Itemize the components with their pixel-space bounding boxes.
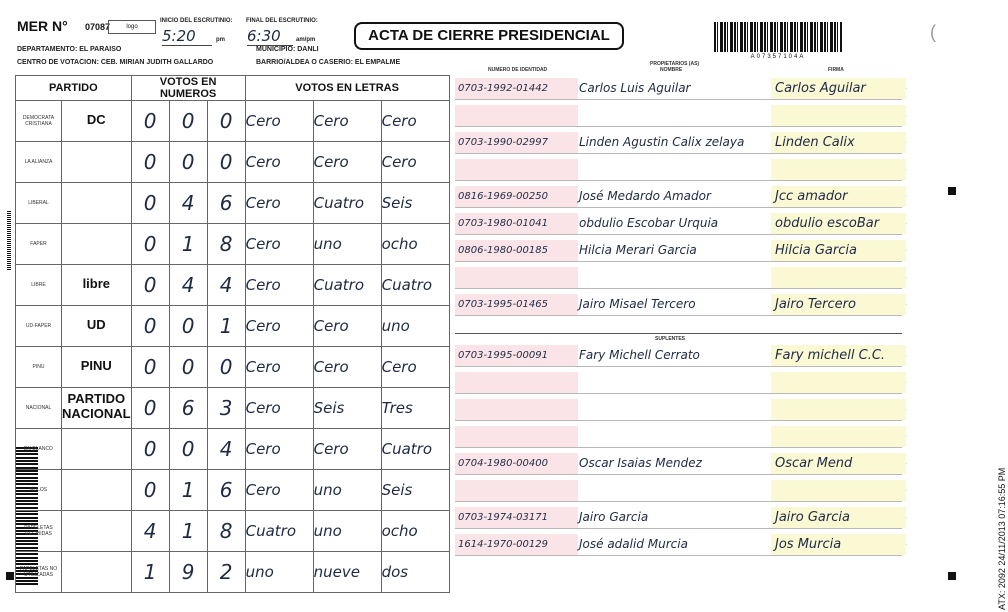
vote-word: Cuatro [245,511,313,552]
vote-word: Cuatro [313,183,381,224]
vote-word: uno [313,511,381,552]
party-logo [62,470,132,511]
vote-digit: 1 [169,224,207,265]
hdr-propietarios: PROPIETARIOS (AS) [650,61,700,67]
member-name: Jairo Misael Tercero [579,297,696,311]
table-row [16,552,450,593]
member-signature: Jos Murcia [771,534,906,555]
member-name [575,399,775,420]
member-name: Hilcia Merari Garcia [579,243,697,257]
vote-word: Cero [313,429,381,470]
vote-word: uno [245,552,313,593]
vote-word: dos [381,552,449,593]
row-tick: · [906,167,908,172]
member-signature [771,399,906,420]
vote-digit: 0 [207,101,245,142]
member-id [455,267,578,288]
vote-word: ocho [381,224,449,265]
suplentes-label: SUPLENTES [655,336,686,342]
member-signature [771,267,906,288]
vote-digit: 0 [131,101,169,142]
vote-digit: 0 [131,347,169,388]
vote-digit: 0 [169,142,207,183]
member-id: 0704-1980-00400 [455,453,578,474]
vote-word: Cero [245,429,313,470]
row-tick: · [906,488,908,493]
row-tick: · [906,275,908,280]
row-tick: · [906,515,908,520]
registration-mark [948,572,956,580]
party-name: NACIONAL [16,388,62,429]
vote-digit: 0 [131,224,169,265]
member-name [575,372,775,393]
vote-digit: 1 [169,470,207,511]
table-row [16,265,450,306]
col-votos-letras: VOTOS EN LETRAS [245,76,449,101]
vote-digit: 0 [207,347,245,388]
party-logo-text: PARTIDO NACIONAL [62,391,131,421]
party-logo-text: PINU [80,357,112,373]
vote-word: nueve [313,552,381,593]
party-logo-text: UD [86,316,106,332]
party-logo [62,388,132,429]
row-tick: · [906,542,908,547]
vote-word: Cero [313,142,381,183]
member-id: 0703-1992-01442 [455,78,578,99]
vote-word: Cero [245,142,313,183]
member-row [455,105,902,127]
final-value: 6:30 [247,27,293,46]
member-id: 0703-1974-03171 [455,507,578,528]
row-tick: · [906,86,908,91]
vote-word: uno [313,470,381,511]
party-logo [62,101,132,142]
final-ampm: am/pm [296,37,316,43]
row-tick: · [906,140,908,145]
vote-word: Cero [245,306,313,347]
vote-digit: 0 [131,265,169,306]
table-row [16,347,450,388]
party-logo [62,347,132,388]
member-id [455,372,578,393]
page-title: ACTA DE CIERRE PRESIDENCIAL [354,22,624,50]
vote-digit: 0 [169,347,207,388]
vote-word: Cero [245,388,313,429]
member-signature: obdulio escoBar [771,213,906,234]
member-signature: Oscar Mend [771,453,906,474]
vote-digit: 0 [131,306,169,347]
table-row [16,429,450,470]
party-name: LIBRE [16,265,62,306]
vote-word: Seis [381,470,449,511]
inicio-ampm: pm [216,37,225,43]
row-tick: · [906,113,908,118]
table-row [16,183,450,224]
vote-word: ocho [381,511,449,552]
table-row [16,101,450,142]
vote-word: Cero [381,142,449,183]
vote-digit: 1 [207,306,245,347]
party-name: EN BLANCO [16,429,62,470]
member-id [455,480,578,501]
member-signature: Linden Calix [771,132,906,153]
member-id [455,159,578,180]
hdr-nombre: NOMBRE [660,67,683,73]
row-tick: · [906,194,908,199]
member-id: 0806-1980-00185 [455,240,578,261]
registration-mark [6,572,14,580]
party-logo [62,224,132,265]
member-id: 0703-1990-02997 [455,132,578,153]
vote-word: Cero [313,347,381,388]
party-name: LIBERAL [16,183,62,224]
vote-word: Cero [313,101,381,142]
party-logo-text: DC [86,111,106,127]
vote-digit: 4 [169,183,207,224]
vote-digit: 0 [131,429,169,470]
suplentes-divider [455,333,902,334]
inicio-label: INICIO DEL ESCRUTINIO: [160,18,233,24]
party-name: FAPER [16,224,62,265]
member-row [455,267,902,289]
party-logo [62,306,132,347]
member-name: Fary Michell Cerrato [579,348,700,362]
vote-word: Cero [245,183,313,224]
member-name: Oscar Isaias Mendez [579,456,702,470]
party-name: UD-FAPER [16,306,62,347]
vote-word: Cero [245,347,313,388]
member-row [455,213,902,235]
vote-digit: 8 [207,511,245,552]
member-name: Carlos Luis Aguilar [579,81,691,95]
side-barcode [7,210,11,270]
member-row [455,294,902,316]
member-name [575,267,775,288]
member-name [575,105,775,126]
vote-word: Cero [245,265,313,306]
member-signature [771,159,906,180]
row-tick: · [906,221,908,226]
member-name [575,159,775,180]
vote-word: uno [313,224,381,265]
table-row [16,306,450,347]
barcode [714,22,842,52]
mer-label: MER N° [17,18,68,34]
member-signature [771,372,906,393]
vote-digit: 0 [207,142,245,183]
member-signature: Carlos Aguilar [771,78,906,99]
barrio-aldea: BARRIO/ALDEA O CASERIO: EL EMPALME [256,59,401,66]
barcode-text: A07357104A [750,54,806,60]
punch-hole-mark: ( [930,22,936,42]
departamento: DEPARTAMENTO: EL PARAISO [17,46,122,53]
vote-word: Seis [313,388,381,429]
final-label: FINAL DEL ESCRUTINIO: [246,18,318,24]
vote-digit: 4 [131,511,169,552]
row-tick: · [906,380,908,385]
party-name: DEMOCRATA CRISTIANA [16,101,62,142]
vote-digit: 6 [169,388,207,429]
member-row [455,372,902,394]
vote-digit: 0 [169,101,207,142]
vote-word: Cero [313,306,381,347]
party-name: PINU [16,347,62,388]
row-tick: · [906,407,908,412]
col-votos-numeros: VOTOS EN NUMEROS [131,76,245,101]
member-id: 0703-1995-01465 [455,294,578,315]
member-name [575,480,775,501]
vote-word: Cero [245,224,313,265]
votes-table [15,75,450,593]
vote-word: Cero [381,101,449,142]
member-signature: Jairo Garcia [771,507,906,528]
row-tick: · [906,434,908,439]
party-name: LA ALIANZA [16,142,62,183]
vote-digit: 8 [207,224,245,265]
member-id: 0816-1969-00250 [455,186,578,207]
table-row [16,511,450,552]
member-row [455,399,902,421]
vote-word: Seis [381,183,449,224]
vote-digit: 9 [169,552,207,593]
party-logo [62,265,132,306]
hdr-firma: FIRMA [828,67,844,73]
centro-votacion: CENTRO DE VOTACION: CEB. MIRIAN JUDITH GALLARDO [17,59,214,66]
member-signature: Jcc amador [771,186,906,207]
vote-digit: 3 [207,388,245,429]
logo: logo [108,20,156,34]
vote-digit: 0 [131,183,169,224]
member-signature: Fary michell C.C. [771,345,906,366]
row-tick: · [906,461,908,466]
vote-word: Tres [381,388,449,429]
vote-word: Cero [381,347,449,388]
vote-digit: 0 [131,142,169,183]
vote-digit: 0 [169,429,207,470]
vote-word: uno [381,306,449,347]
member-row [455,480,902,502]
member-row [455,240,902,262]
member-signature: Hilcia Garcia [771,240,906,261]
vote-word: Cuatro [381,429,449,470]
table-row [16,470,450,511]
party-name: PAPELETAS NO UTILIZADAS [16,552,62,593]
vote-word: Cero [245,101,313,142]
party-logo [62,552,132,593]
party-name: NULOS [16,470,62,511]
member-name: Jairo Garcia [579,510,649,524]
member-row [455,426,902,448]
registration-mark [948,187,956,195]
vote-digit: 6 [207,470,245,511]
party-logo [62,429,132,470]
party-logo-text: libre [82,275,111,291]
inicio-value: 5:20 [162,27,212,46]
vote-digit: 1 [169,511,207,552]
member-row [455,507,902,529]
vote-word: Cuatro [381,265,449,306]
vote-digit: 1 [131,552,169,593]
member-row [455,78,902,100]
member-id [455,426,578,447]
table-row [16,388,450,429]
member-id: 0703-1995-00091 [455,345,578,366]
member-signature [771,426,906,447]
member-row [455,186,902,208]
table-row [16,224,450,265]
col-partido: PARTIDO [16,76,132,101]
member-id: 1614-1970-00129 [455,534,578,555]
row-tick: · [906,248,908,253]
member-row [455,132,902,154]
row-tick: · [906,302,908,307]
member-name: José adalid Murcia [579,537,688,551]
hdr-identidad: NUMERO DE IDENTIDAD [488,67,548,73]
member-signature: Jairo Tercero [771,294,906,315]
member-name: Linden Agustin Calix zelaya [579,135,745,149]
vote-digit: 4 [207,429,245,470]
row-tick: · [906,353,908,358]
member-name: José Medardo Amador [579,189,711,203]
mer-number: 07087 [85,22,111,32]
vote-digit: 2 [207,552,245,593]
vote-word: Cuatro [313,265,381,306]
member-signature [771,105,906,126]
party-name: PAPELETAS RECIBIDAS [16,511,62,552]
member-name: obdulio Escobar Urquia [579,216,719,230]
member-row [455,159,902,181]
member-row [455,345,902,367]
vote-digit: 6 [207,183,245,224]
vote-digit: 0 [131,388,169,429]
vote-word: Cero [245,470,313,511]
vote-digit: 0 [131,470,169,511]
member-id [455,105,578,126]
party-logo [62,511,132,552]
vote-digit: 4 [169,265,207,306]
table-row [16,142,450,183]
member-name [575,426,775,447]
member-signature [771,480,906,501]
vote-digit: 0 [169,306,207,347]
party-logo [62,142,132,183]
member-id [455,399,578,420]
member-id: 0703-1980-01041 [455,213,578,234]
vote-digit: 4 [207,265,245,306]
side-stamp: ATX: 2092 24/11/2013 07:16:55 PM [997,467,1007,610]
member-row [455,453,902,475]
municipio: MUNICIPIO: DANLI [256,46,319,53]
party-logo [62,183,132,224]
member-row [455,534,902,556]
